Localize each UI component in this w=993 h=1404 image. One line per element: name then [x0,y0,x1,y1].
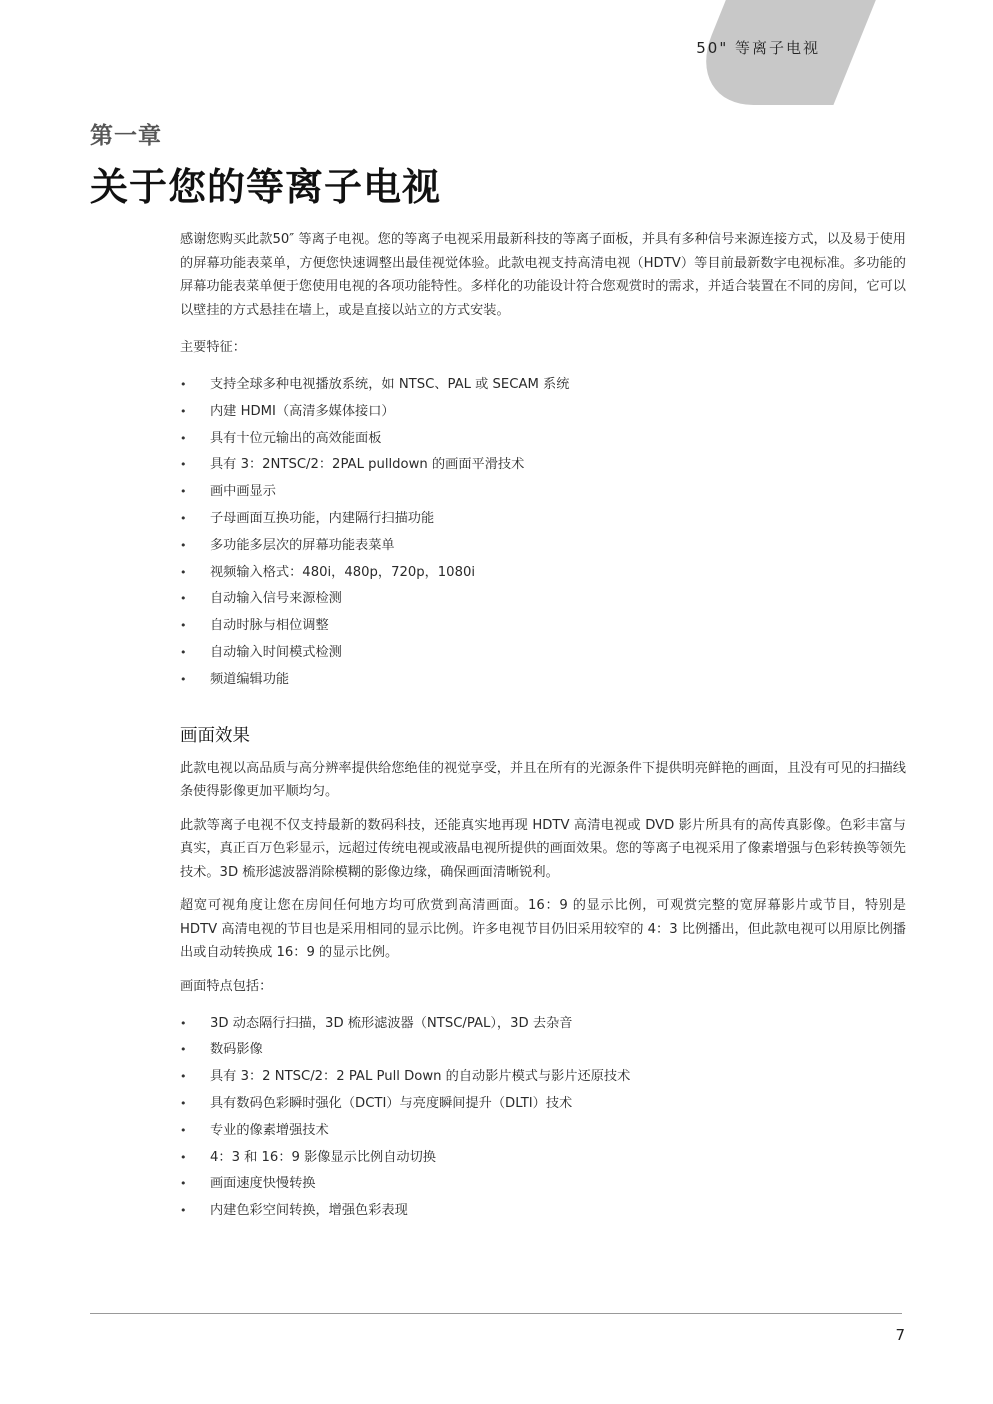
list-item: • 支持全球多种电视播放系统，如 NTSC、PAL 或 SECAM 系统 [180,372,906,399]
bullet-icon: • [180,1150,187,1164]
list-item: • 内建色彩空间转换，增强色彩表现 [180,1198,906,1225]
list-item: • 专业的像素增强技术 [180,1118,906,1145]
main-features-label: 主要特征： [180,340,246,355]
main-content [180,228,906,1225]
bullet-icon: • [180,645,187,659]
bullet-icon: • [180,485,187,499]
bullet-icon: • [180,1204,187,1218]
list-item: • 内建 HDMI（高清多媒体接口） [180,399,906,426]
list-item: • 自动输入信号来源检测 [180,586,906,613]
bullet-icon: • [180,458,187,472]
bullet-icon: • [180,431,187,445]
bullet-icon: • [180,1177,187,1191]
running-header: 50" 等离子电视 [696,39,820,57]
bullet-icon: • [180,565,187,579]
list-item: • 自动时脉与相位调整 [180,613,906,640]
list-item: • 具有十位元输出的高效能面板 [180,426,906,453]
section-title-picture: 画面效果 [180,725,250,746]
bullet-icon: • [180,1123,187,1137]
page-number: 7 [895,1326,905,1344]
list-item: • 自动输入时间模式检测 [180,640,906,667]
bullet-icon: • [180,1043,187,1057]
picture-paragraph: 此款等离子电视不仅支持最新的数码科技，还能真实地再现 HDTV 高清电视或 DVD 影片所具有的高传真影像。色彩丰富与真实，真正百万色彩显示，远超过传统电视或液晶电视所提供的画面效果。您的等离子电视采用了像素增强与色彩转换等领先技术。3D 梳形滤波器消除模糊的影像边缘，确保画面清晰锐利。 [180,817,906,880]
list-item: • 3D 动态隔行扫描，3D 梳形滤波器（NTSC/PAL），3D 去杂音 [180,1011,906,1038]
main-features-list [180,372,906,694]
bullet-icon: • [180,1096,187,1110]
bullet-icon: • [180,592,187,606]
footer-divider [90,1313,902,1314]
list-item: • 具有 3：2 NTSC/2：2 PAL Pull Down 的自动影片模式与影片还原技术 [180,1064,906,1091]
list-item: • 具有 3：2NTSC/2：2PAL pulldown 的画面平滑技术 [180,452,906,479]
bullet-icon: • [180,538,187,552]
list-item: • 具有数码色彩瞬时强化（DCTI）与亮度瞬间提升（DLTI）技术 [180,1091,906,1118]
bullet-icon: • [180,511,187,525]
bullet-icon: • [180,378,187,391]
picture-features-list [180,1011,906,1225]
chapter-title: 关于您的等离子电视 [90,164,442,209]
picture-features-label: 画面特点包括： [180,978,273,994]
bullet-icon: • [180,1070,187,1084]
list-item: • 视频输入格式：480i，480p，720p，1080i [180,560,906,587]
list-item: • 多功能多层次的屏幕功能表菜单 [180,533,906,560]
list-item: • 画中画显示 [180,479,906,506]
bullet-icon: • [180,619,187,633]
bullet-icon: • [180,404,187,418]
chapter-label: 第一章 [90,122,162,149]
intro-paragraph: 感谢您购买此款50″ 等离子电视。您的等离子电视采用最新科技的等离子面板，并具有多种信号来源连接方式，以及易于使用的屏幕功能表菜单，方便您快速调整出最佳视觉体验。此款电视支持高清电视（HDTV）等目前最新数字电视标准。多功能的屏幕功能表菜单便于您使用电视的各项功能特性。多样化的功能设计符合您观赏时的需求，并适合装置在不同的房间，它可以以壁挂的方式悬挂在墙上，或是直接以站立的方式安装。 [180,232,906,318]
list-item: • 子母画面互换功能，内建隔行扫描功能 [180,506,906,533]
picture-paragraph: 超宽可视角度让您在房间任何地方均可欣赏到高清画面。16：9 的显示比例，可观赏完整的宽屏幕影片或节目，特别是 HDTV 高清电视的节目也是采用相同的显示比例。许多电视节目仍旧采用较窄的 4：3 比例播出，但此款电视可以用原比例播出或自动转换成 16：9 的显示比例。 [180,898,906,961]
list-item: • 频道编辑功能 [180,667,906,694]
bullet-icon: • [180,672,187,686]
picture-paragraph: 此款电视以高品质与高分辨率提供给您绝佳的视觉享受，并且在所有的光源条件下提供明亮鲜艳的画面，且没有可见的扫描线条使得影像更加平顺均匀。 [180,760,906,800]
list-item: • 画面速度快慢转换 [180,1171,906,1198]
list-item: • 4：3 和 16：9 影像显示比例自动切换 [180,1145,906,1172]
list-item: • 数码影像 [180,1037,906,1064]
bullet-icon: • [180,1016,187,1030]
